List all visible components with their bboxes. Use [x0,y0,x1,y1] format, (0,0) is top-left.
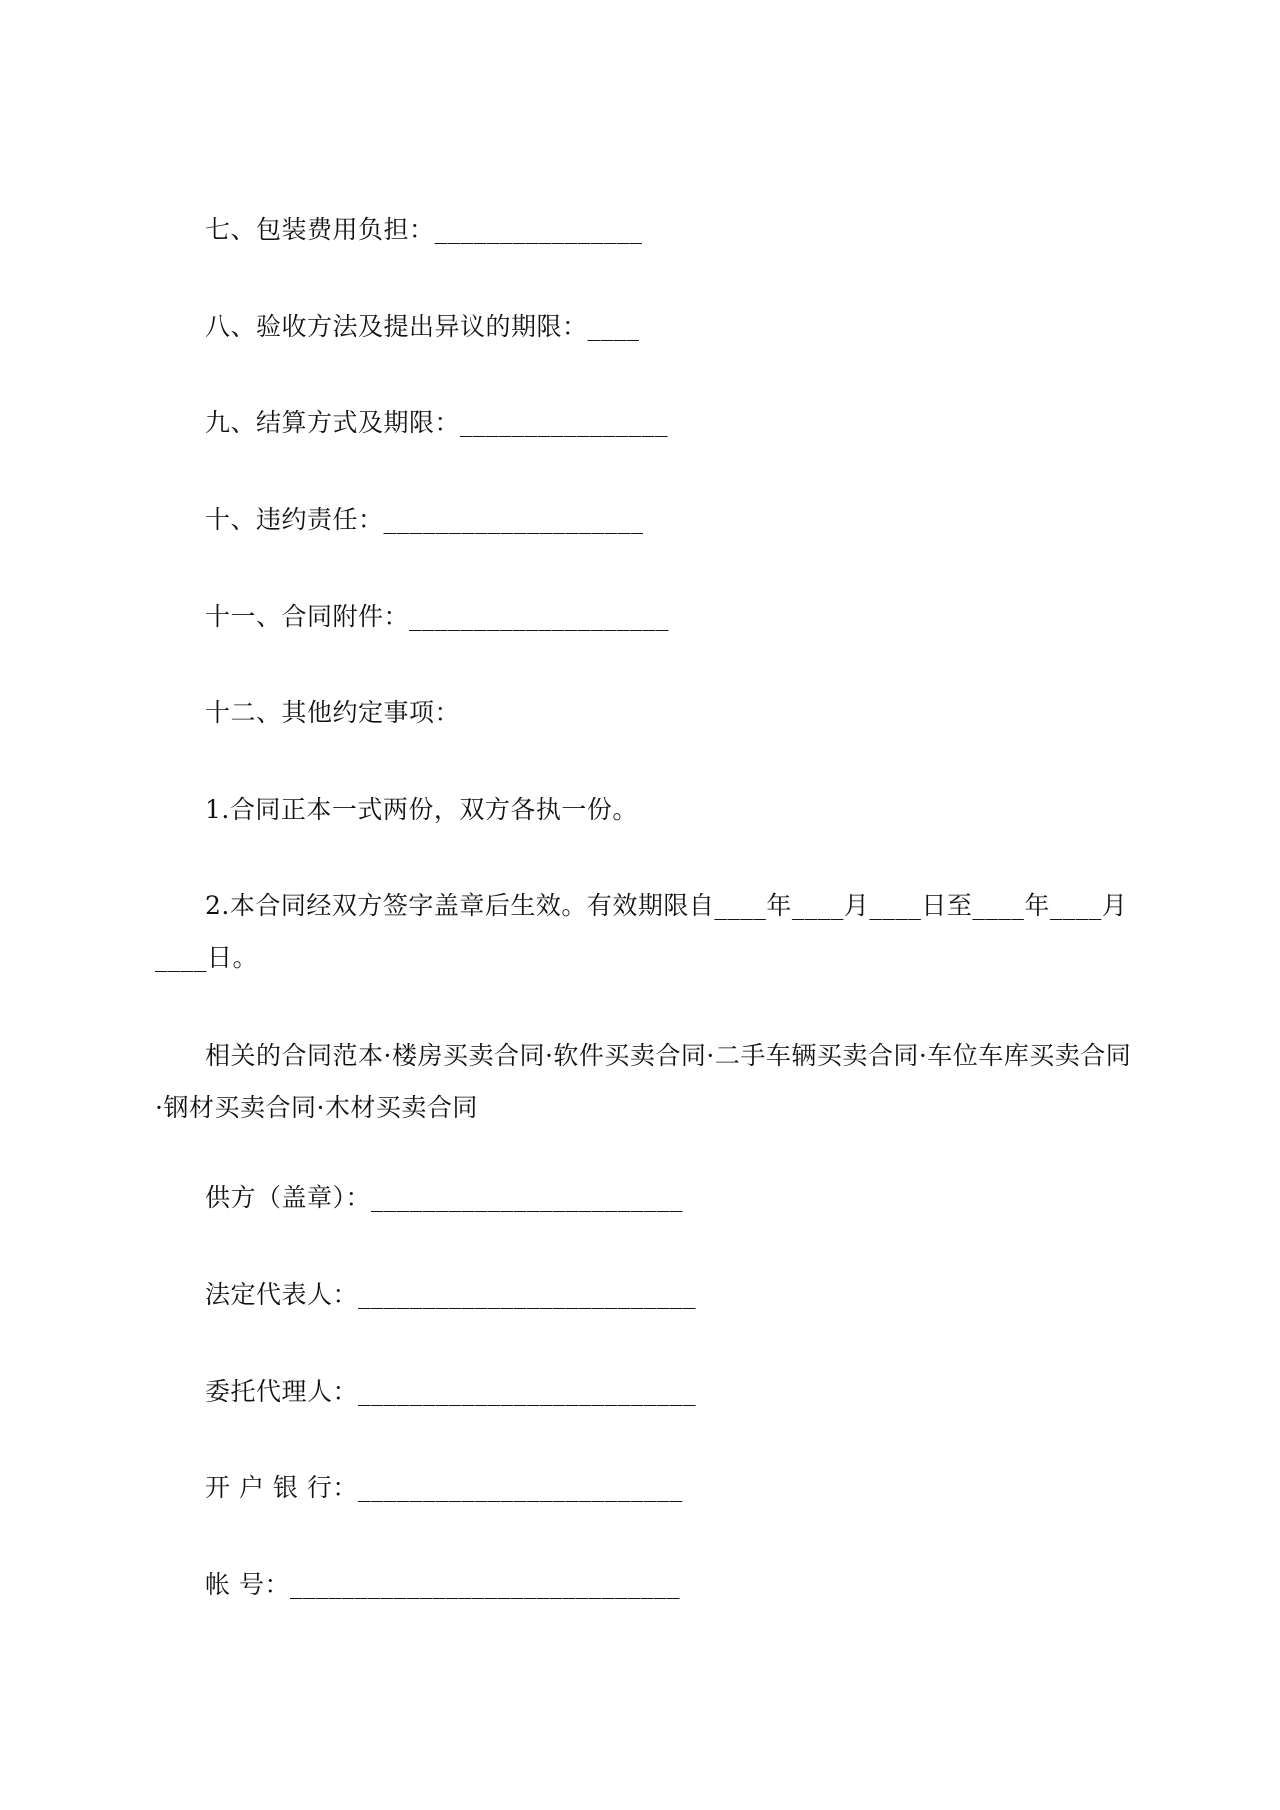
clause-breach-liability: 十、违约责任：____________________ [205,505,644,534]
clause-settlement-method: 九、结算方式及期限：________________ [205,408,669,437]
item-effective-period: 2.本合同经双方签字盖章后生效。有效期限自____年____月____日至____年____月____日。 [155,891,1128,972]
clause-contract-attachments: 十一、合同附件：____________________ [205,602,670,631]
clause-packaging-cost: 七、包装费用负担：________________ [205,215,643,244]
field-supplier-seal: 供方（盖章）：________________________ [205,1183,684,1212]
related-contracts: 相关的合同范本·楼房买卖合同·软件买卖合同·二手车辆买卖合同·车位车库买卖合同·钢材买卖合同·木材买卖合同 [155,1041,1132,1122]
clause-acceptance-method: 八、验收方法及提出异议的期限：____ [205,312,640,341]
item-copies: 1.合同正本一式两份，双方各执一份。 [205,795,638,824]
field-authorized-agent: 委托代理人：__________________________ [205,1377,697,1406]
field-bank: 开 户 银 行：_________________________ [205,1473,683,1502]
field-account-number: 帐 号：______________________________ [205,1570,680,1599]
field-legal-representative: 法定代表人：__________________________ [205,1280,697,1309]
clause-other-matters: 十二、其他约定事项： [205,698,461,727]
